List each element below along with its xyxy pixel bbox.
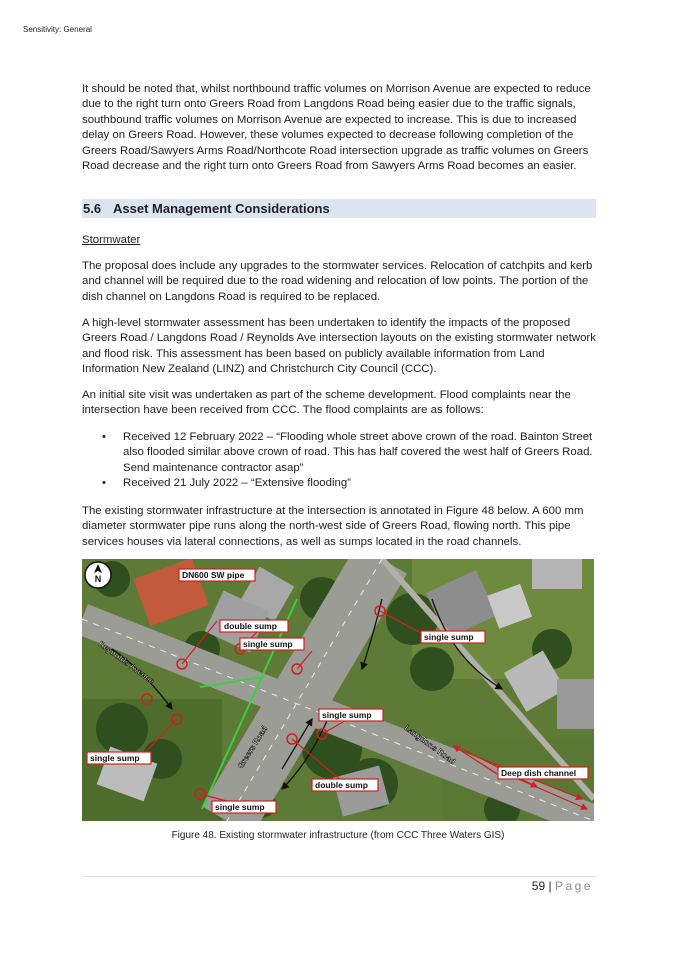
sensitivity-label: Sensitivity: General (23, 25, 92, 34)
section-number: 5.6 (83, 201, 102, 216)
paragraph-1: The proposal does include any upgrades to the stormwater services. Relocation of catchpits and kerb and channel will be required due to the road widening and relocation of low points. The portion of the dish channel on Langdons Road is required to be replaced. (82, 260, 593, 303)
page-word: Page (554, 879, 593, 893)
intro-paragraph: It should be noted that, whilst northbound traffic volumes on Morrison Avenue are expected to reduce due to the right turn onto Greers Road from Langdons Road being easier due to the traffic signals, southbound traffic volumes on Morrison Avenue are expected to increase. This is due to increased delay on Greers Road. However, these volumes expected to decrease following completion of the Greers Road/Sawyers Arms Road/Northcote Road intersection upgrade as traffic volumes on Greers Road decrease and the right turn onto Greers Road from Sawyers Arms Road becomes an easier. (82, 83, 591, 173)
label-deep-dish-channel: Deep dish channel (501, 768, 577, 778)
complaint-list (82, 430, 596, 492)
bullet-icon: • (102, 477, 106, 490)
subheading-stormwater: Stormwater (82, 234, 141, 246)
page-separator: | (548, 879, 552, 893)
label-dn600-pipe: DN600 SW pipe (182, 570, 245, 580)
list-item: • Received 21 July 2022 – “Extensive flooding” (82, 476, 596, 491)
figure-caption: Figure 48. Existing stormwater infrastructure (from CCC Three Waters GIS) (171, 830, 505, 841)
north-arrow-icon (85, 562, 111, 588)
label-single-sump-mid: single sump (322, 710, 372, 720)
page-footer (532, 879, 593, 893)
section-title: Asset Management Considerations (113, 201, 330, 216)
svg-text:N: N (94, 574, 102, 584)
paragraph-4: The existing stormwater infrastructure at the intersection is annotated in Figure 48 below. A 600 mm diameter stormwater pipe runs along the north-west side of Greers Road, flowing north. This pipe services houses via lateral connections, as well as sumps located in the road channels. (82, 505, 584, 548)
paragraph-3: An initial site visit was undertaken as part of the scheme development. Flood complaints near the intersection have been received from CCC. The flood complaints are as follows: (82, 389, 571, 417)
label-single-sump-bottom: single sump (215, 802, 265, 812)
stormwater-aerial-map (82, 559, 594, 821)
label-double-sump-bottom: double sump (315, 780, 368, 790)
page-number: 59 (531, 879, 546, 893)
label-single-sump-right: single sump (424, 632, 474, 642)
label-single-sump-left: single sump (90, 753, 140, 763)
road-label-reynolds: Reynolds Avenue (96, 639, 156, 686)
label-single-sump-top: single sump (243, 639, 293, 649)
footer-divider (82, 876, 596, 877)
road-label-greers: Greers Road (236, 724, 270, 771)
bullet-icon: • (102, 431, 106, 443)
list-item: • Received 12 February 2022 – “Flooding whole street above crown of the road. Bainton Street also flooded similar above crown of road. This has half covered the west half of Greers Road. Send maintenance contractor asap” (102, 431, 593, 474)
label-double-sump-top: double sump (224, 621, 277, 631)
road-label-langdons: Langdons Road (402, 723, 458, 767)
paragraph-2: A high-level stormwater assessment has been undertaken to identify the impacts of the proposed Greers Road / Langdons Road / Reynolds Ave intersection layouts on the existing stormwater network and flood risk. This assessment has been based on publicly available information from Land Information New Zealand (LINZ) and Christchurch City Council (CCC). (82, 317, 596, 376)
section-heading (82, 199, 596, 218)
